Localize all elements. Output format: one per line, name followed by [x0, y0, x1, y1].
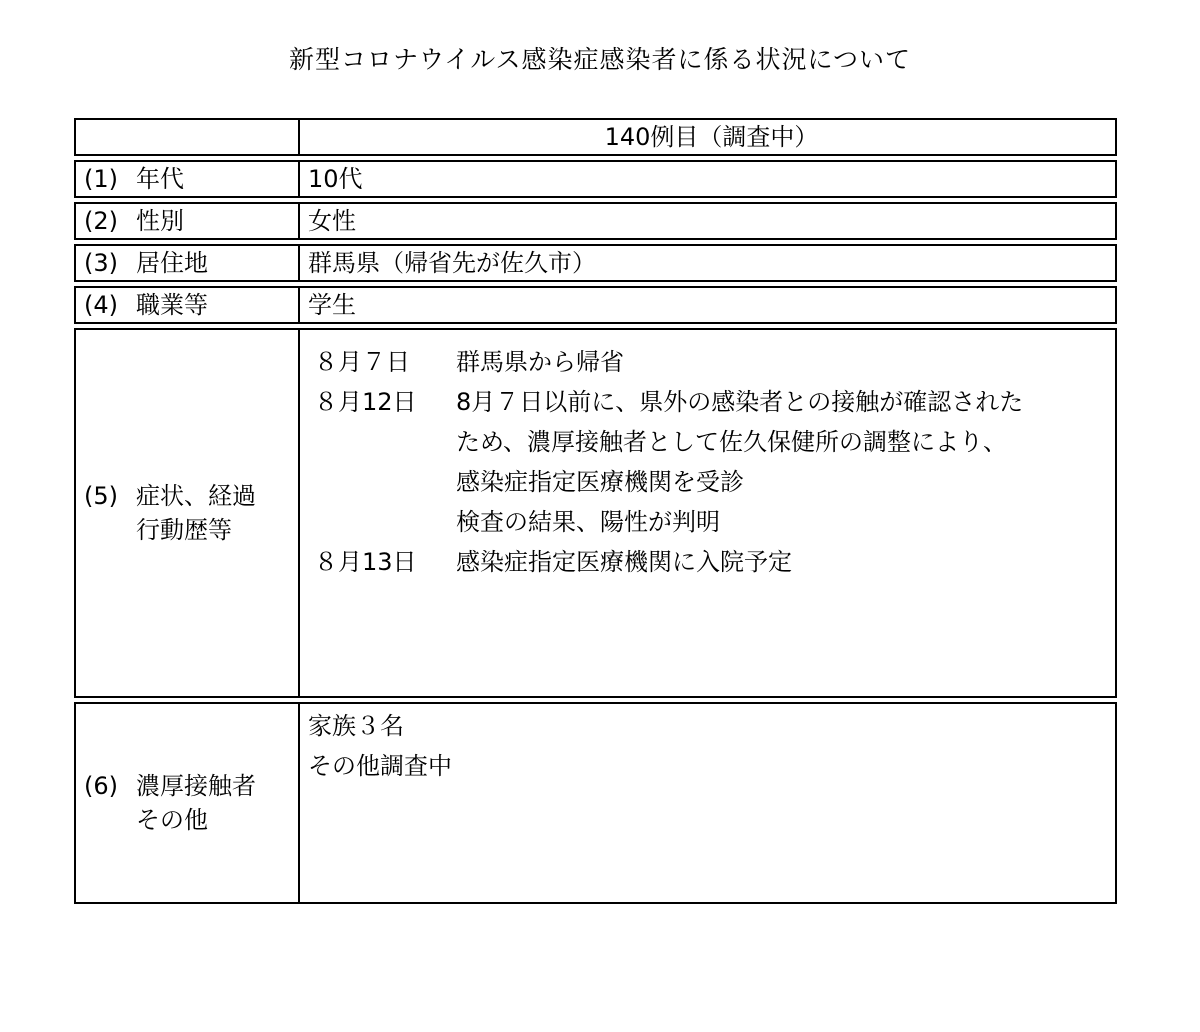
value-age: 10代: [299, 161, 1116, 197]
row-label-line: 行動歴等: [136, 516, 232, 544]
row-label-contacts: [136, 769, 256, 837]
symptoms-timeline-cell: [299, 329, 1116, 697]
timeline-text: 検査の結果、陽性が判明: [456, 508, 720, 536]
label-cell-contacts: [75, 703, 299, 903]
table-row-contacts: [75, 703, 1116, 903]
label-cell-occupation: [75, 287, 299, 323]
label-cell-age: [75, 161, 299, 197]
label-cell-symptoms: [75, 329, 299, 697]
case-number-header: 140例目（調査中）: [299, 119, 1116, 155]
value-sex: 女性: [299, 203, 1116, 239]
timeline-date: ８月12日: [314, 388, 417, 416]
row-number: (4): [84, 291, 118, 319]
table-row-symptoms: [75, 329, 1116, 697]
row-label-line: 症状、経過: [136, 482, 256, 510]
timeline-entry: [308, 342, 1115, 382]
row-label-line: その他: [136, 806, 208, 834]
row-number: (6): [84, 772, 118, 800]
timeline-entry: [308, 542, 1115, 582]
case-report-table: [74, 118, 1117, 904]
table-header-row: [75, 119, 1116, 155]
row-label-symptoms: [136, 479, 256, 547]
timeline-text: ため、濃厚接触者として佐久保健所の調整により、: [456, 428, 1008, 456]
header-corner-cell: [75, 119, 299, 155]
row-number: (5): [84, 482, 118, 510]
table-row-residence: [75, 245, 1116, 281]
table-row-occupation: [75, 287, 1116, 323]
timeline-text: 感染症指定医療機関に入院予定: [456, 548, 792, 576]
contact-text: その他調査中: [308, 752, 452, 780]
row-label-sex: 性別: [136, 207, 184, 235]
row-label-age: 年代: [136, 165, 184, 193]
value-residence: 群馬県（帰省先が佐久市）: [299, 245, 1116, 281]
row-label-line: 濃厚接触者: [136, 772, 256, 800]
label-cell-sex: [75, 203, 299, 239]
timeline-text: 8月７日以前に、県外の感染者との接触が確認された: [456, 388, 1024, 416]
value-occupation: 学生: [299, 287, 1116, 323]
row-label-residence: 居住地: [136, 249, 208, 277]
timeline-entry: [308, 382, 1115, 542]
table-row-sex: [75, 203, 1116, 239]
timeline-date: ８月13日: [314, 548, 417, 576]
table-row-age: [75, 161, 1116, 197]
document-title: 新型コロナウイルス感染症感染者に係る状況について: [288, 45, 911, 74]
timeline-text: 群馬県から帰省: [456, 348, 624, 376]
timeline-date: ８月７日: [314, 348, 410, 376]
row-number: (2): [84, 207, 118, 235]
contacts-value-cell: [299, 703, 1116, 903]
row-number: (1): [84, 165, 118, 193]
contact-text: 家族３名: [308, 712, 404, 740]
row-number: (3): [84, 249, 118, 277]
timeline-text: 感染症指定医療機関を受診: [456, 468, 744, 496]
row-label-occupation: 職業等: [136, 291, 208, 319]
label-cell-residence: [75, 245, 299, 281]
